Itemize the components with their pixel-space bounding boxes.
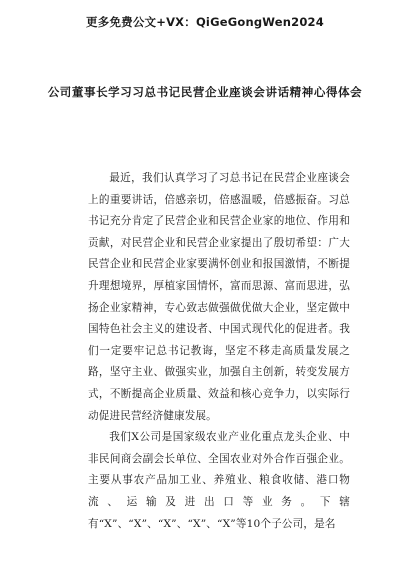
body-paragraph-1: 最近，我们认真学习了习总书记在民营企业座谈会上的重要讲话，倍感亲切，倍感温暖，倍感振奋。习总书记充分肯定了民营企业和民营企业家的地位、作用和贡献，对民营企业和民营企业家提出了殷切希望：广大民营企业和民营企业家要满怀创业和报国激情，不断提升理想境界，厚植家国情怀，富而思源、富而思进，弘扬企业家精神，专心致志做强做优做大企业，坚定做中国特色社会主义的建设者、中国式现代化的促进者。我们一定要牢记总书记教诲，坚定不移走高质量发展之路，坚守主业、做强实业，加强自主创新，转变发展方式，不断提高企业质量、效益和核心竞争力，以实际行动促进民营经济健康发展。 <box>88 172 350 422</box>
body-paragraph-2: 我们X公司是国家级农业产业化重点龙头企业、中非民间商会副会长单位、全国农业对外合作百强企业。主要从事农产品加工业、养殖业、粮食收储、港口物流、运输及进出口等业务。下辖有“X”、“X”、“X”、“X”、“X”等10个子公司，是名 <box>88 431 350 530</box>
promo-header: 更多免费公文+VX：QiGeGongWen2024 <box>86 15 324 29</box>
document-title: 公司董事长学习习总书记民营企业座谈会讲话精神心得体会 <box>47 85 363 99</box>
document-body <box>88 168 350 535</box>
